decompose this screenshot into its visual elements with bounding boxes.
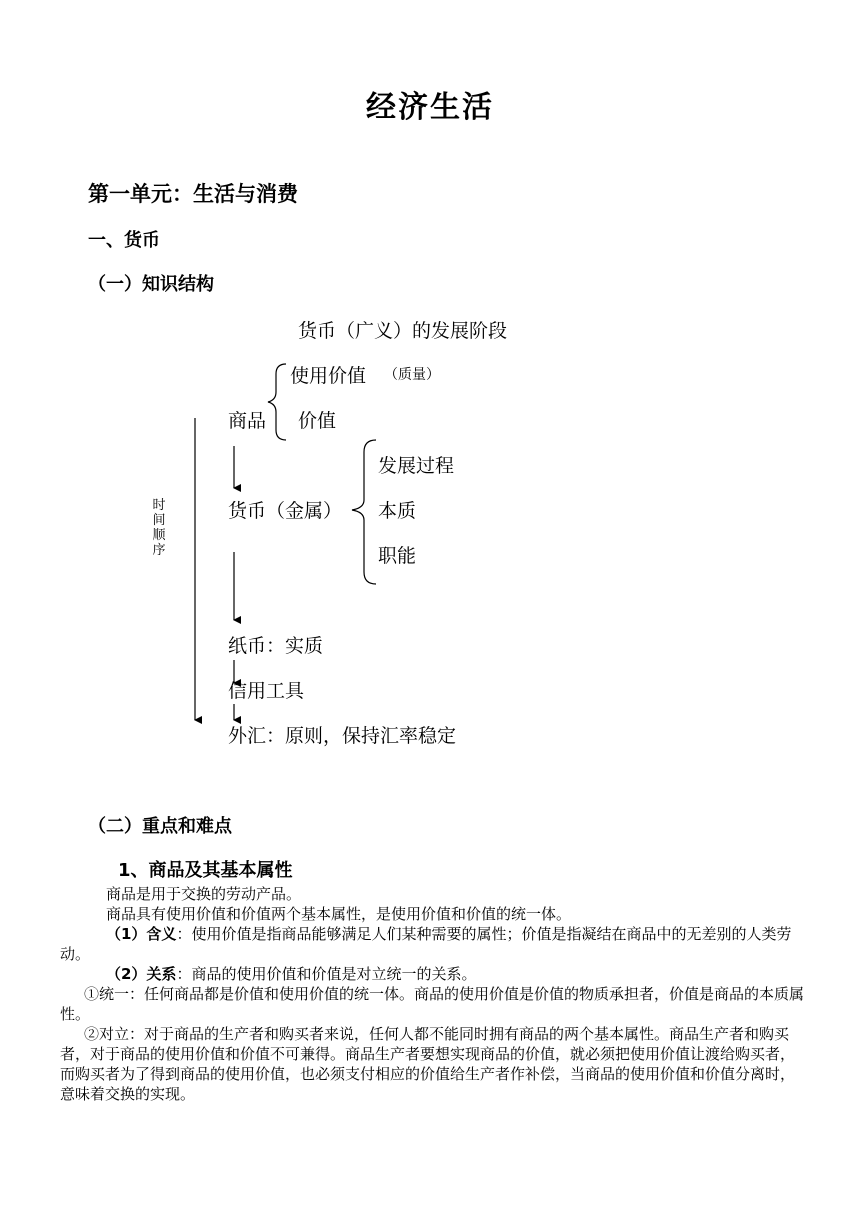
diagram-use-value: 使用价值: [290, 365, 367, 387]
unit-heading: 第一单元：生活与消费: [88, 182, 298, 206]
point-heading-commodity: 1、商品及其基本属性: [118, 860, 293, 881]
diagram-functions: 职能: [378, 545, 417, 567]
paragraph-meaning: [60, 924, 808, 964]
diagram-quality-note: （质量）: [384, 367, 440, 383]
subsection-heading-key-points: （二）重点和难点: [88, 816, 232, 837]
document-title: 经济生活: [366, 90, 494, 125]
paragraph-unity: ①统一：任何商品都是价值和使用价值的统一体。商品的使用价值是价值的物质承担者，价值是商品的本质属性。: [60, 985, 805, 1023]
diagram-forex: 外汇：原则，保持汇率稳定: [228, 725, 457, 747]
diagram-paper-money: 纸币：实质: [228, 635, 324, 657]
label-meaning: （1）含义: [106, 925, 177, 943]
subsection-heading-structure: （一）知识结构: [88, 274, 214, 295]
diagram-money-metal: 货币（金属）: [228, 500, 343, 522]
paragraph-opposition: ②对立：对于商品的生产者和购买者来说，任何人都不能同时拥有商品的两个基本属性。商品生产者和购买者，对于商品的使用价值和价值不可兼得。商品生产者要想实现商品的价值，就必须把使用价值让渡给购买者，而购买者为了得到商品的使用价值，也必须支付相应的价值给生产者作补偿，当商品的使用价值和价值分离时，意味着交换的实现。: [60, 1025, 796, 1103]
brace-commodity: [268, 364, 286, 440]
body-text: [60, 884, 808, 1104]
brace-money: [352, 440, 376, 584]
paragraph-attributes: 商品具有使用价值和价值两个基本属性，是使用价值和价值的统一体。: [106, 905, 572, 923]
text-meaning: ：使用价值是指商品能够满足人们某种需要的属性；价值是指凝结在商品中的无差别的人类劳动。: [60, 925, 792, 963]
diagram-caption: 货币（广义）的发展阶段: [298, 320, 508, 342]
diagram-credit-tools: 信用工具: [228, 680, 305, 702]
diagram-time-order-label: 时间顺序: [152, 498, 166, 558]
diagram-dev-process: 发展过程: [378, 455, 455, 477]
section-heading: 一、货币: [88, 230, 160, 251]
diagram-essence: 本质: [378, 500, 417, 522]
diagram-commodity: 商品: [228, 410, 267, 432]
text-relation: ：商品的使用价值和价值是对立统一的关系。: [176, 965, 477, 983]
paragraph-definition: 商品是用于交换的劳动产品。: [106, 885, 302, 903]
paragraph-relation: [60, 964, 808, 984]
diagram-value: 价值: [298, 410, 337, 432]
label-relation: （2）关系: [106, 965, 177, 983]
